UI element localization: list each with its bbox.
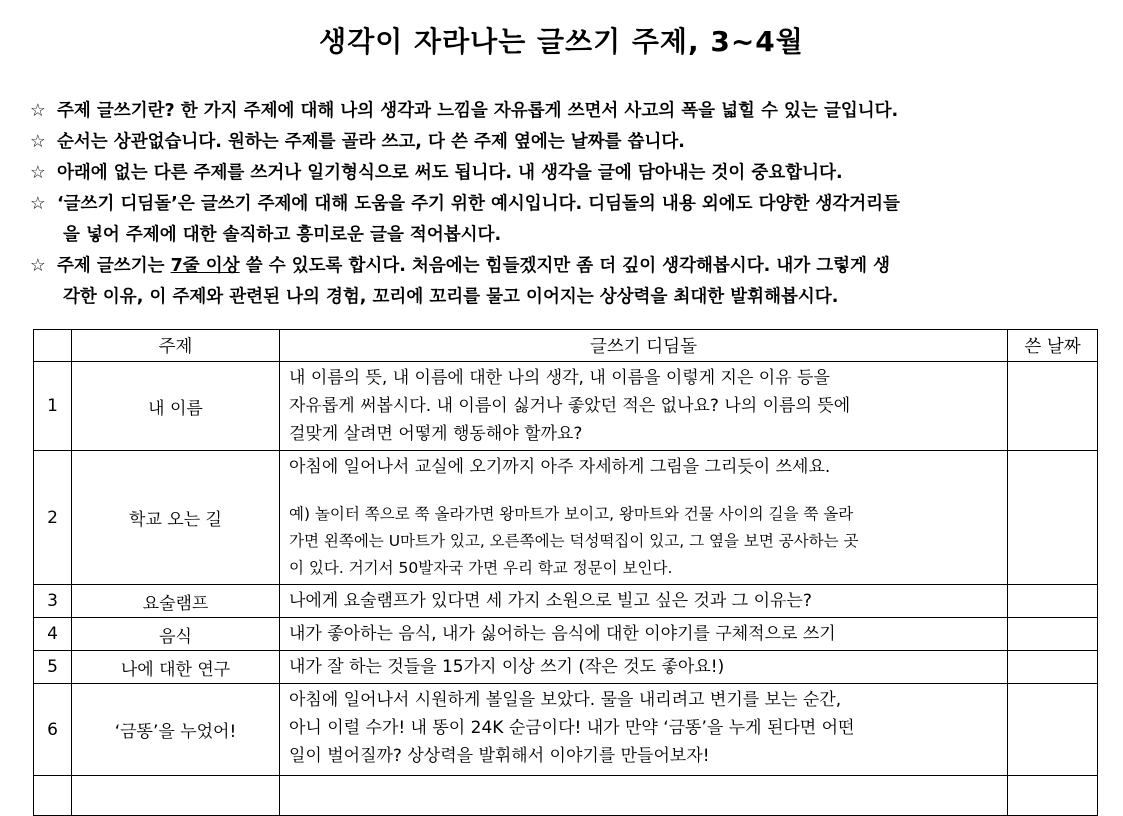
date-cell[interactable] — [1008, 651, 1098, 684]
row-hint — [280, 585, 1008, 618]
intro-line-2 — [30, 127, 1110, 158]
row-topic: 음식 — [72, 618, 280, 651]
table-header-row — [34, 330, 1098, 362]
intro-line-4 — [30, 189, 1110, 220]
star-icon: ☆ — [30, 101, 46, 121]
intro-text: 각한 이유, 이 주제와 관련된 나의 경험, 꼬리에 꼬리를 물고 이어지는 상상력을 최대한 발휘해봅시다. — [63, 287, 839, 307]
hint-line: 내 이름의 뜻, 내 이름에 대한 나의 생각, 내 이름을 이렇게 지은 이유 등을 — [289, 368, 830, 388]
intro-text: 한 가지 주제에 대해 나의 생각과 느낌을 자유롭게 쓰면서 사고의 폭을 넓힐 수 있는 글입니다. — [174, 101, 899, 121]
intro-strong-label: 주제 글쓰기란? — [57, 101, 175, 121]
intro-line-5 — [30, 251, 1110, 282]
intro-notes — [30, 96, 1110, 313]
hint-line: 아침에 일어나서 시원하게 볼일을 보았다. 물을 내리려고 변기를 보는 순간, — [289, 690, 842, 710]
table-row — [34, 684, 1098, 776]
row-number: 2 — [34, 451, 72, 585]
row-topic: ‘금똥’을 누었어! — [72, 684, 280, 776]
star-icon: ☆ — [30, 256, 46, 276]
min-lines-highlight: 7줄 이상 — [170, 256, 240, 276]
topics-table — [33, 329, 1098, 816]
hint-line: 아침에 일어나서 교실에 오기까지 아주 자세하게 그림을 그리듯이 쓰세요. — [289, 457, 831, 477]
table-row — [34, 618, 1098, 651]
star-icon: ☆ — [30, 194, 46, 214]
intro-text: 쓸 수 있도록 합시다. 처음에는 힘들겠지만 좀 더 깊이 생각해봅시다. 내가 그렇게 생 — [239, 256, 890, 276]
hint-line: 자유롭게 써봅시다. 내 이름이 싫거나 좋았던 적은 없나요? 나의 이름의 뜻에 — [289, 396, 851, 416]
date-cell[interactable] — [1008, 362, 1098, 451]
example-line: 예) 놀이터 쪽으로 쭉 올라가면 왕마트가 보이고, 왕마트와 건물 사이의 길을 쭉 올라 — [289, 505, 854, 523]
row-topic: 나에 대한 연구 — [72, 651, 280, 684]
date-cell[interactable] — [1008, 585, 1098, 618]
table-row — [34, 451, 1098, 585]
intro-text: ‘글쓰기 디딤돌’은 글쓰기 주제에 대해 도움을 주기 위한 예시입니다. 디딤돌의 내용 외에도 다양한 생각거리들 — [57, 194, 900, 214]
row-number: 4 — [34, 618, 72, 651]
header-date: 쓴 날짜 — [1008, 330, 1098, 362]
header-hint: 글쓰기 디딤돌 — [280, 330, 1008, 362]
hint-line: 내가 좋아하는 음식, 내가 싫어하는 음식에 대한 이야기를 구체적으로 쓰기 — [289, 624, 836, 644]
intro-line-3 — [30, 158, 1110, 189]
row-number: 5 — [34, 651, 72, 684]
table-row — [34, 362, 1098, 451]
row-number: 1 — [34, 362, 72, 451]
row-hint — [280, 684, 1008, 776]
intro-line-1 — [30, 96, 1110, 127]
star-icon: ☆ — [30, 132, 46, 152]
hint-line: 나에게 요술램프가 있다면 세 가지 소원으로 빌고 싶은 것과 그 이유는? — [289, 591, 812, 611]
row-number: 3 — [34, 585, 72, 618]
row-hint — [280, 618, 1008, 651]
row-number: 6 — [34, 684, 72, 776]
intro-text: 주제 글쓰기는 — [57, 256, 171, 276]
hint-line: 일이 벌어질까? 상상력을 발휘해서 이야기를 만들어보자! — [289, 746, 710, 766]
star-icon: ☆ — [30, 163, 46, 183]
hint-line: 아니 이럴 수가! 내 똥이 24K 순금이다! 내가 만약 ‘금똥’을 누게 된다면 어떤 — [289, 718, 855, 738]
row-topic: 내 이름 — [72, 362, 280, 451]
row-topic: 요술램프 — [72, 585, 280, 618]
row-hint — [280, 451, 1008, 585]
table-row — [34, 776, 1098, 816]
date-cell[interactable] — [1008, 776, 1098, 816]
hint-spacer — [289, 481, 997, 501]
intro-line-5-cont — [30, 282, 1110, 313]
table-row — [34, 651, 1098, 684]
page-title: 생각이 자라나는 글쓰기 주제, 3~4월 — [319, 25, 804, 58]
intro-text: 순서는 상관없습니다. 원하는 주제를 골라 쓰고, 다 쓴 주제 옆에는 날짜를 씁니다. — [57, 132, 685, 152]
row-hint — [280, 776, 1008, 816]
example-line: 이 있다. 거기서 50발자국 가면 우리 학교 정문이 보인다. — [289, 559, 673, 577]
table-row — [34, 585, 1098, 618]
date-cell[interactable] — [1008, 684, 1098, 776]
intro-line-4-cont — [30, 220, 1110, 251]
row-hint — [280, 362, 1008, 451]
row-hint — [280, 651, 1008, 684]
hint-line: 내가 잘 하는 것들을 15가지 이상 쓰기 (작은 것도 좋아요!) — [289, 657, 725, 677]
header-topic: 주제 — [72, 330, 280, 362]
intro-text: 아래에 없는 다른 주제를 쓰거나 일기형식으로 써도 됩니다. 내 생각을 글에 담아내는 것이 중요합니다. — [57, 163, 843, 183]
header-number — [34, 330, 72, 362]
hint-line: 걸맞게 살려면 어떻게 행동해야 할까요? — [289, 424, 583, 444]
date-cell[interactable] — [1008, 618, 1098, 651]
row-topic — [72, 776, 280, 816]
row-topic: 학교 오는 길 — [72, 451, 280, 585]
intro-text: 을 넣어 주제에 대한 솔직하고 흥미로운 글을 적어봅시다. — [63, 225, 502, 245]
row-number — [34, 776, 72, 816]
example-line: 가면 왼쪽에는 U마트가 있고, 오른쪽에는 덕성떡집이 있고, 그 옆을 보면 공사하는 곳 — [289, 532, 859, 550]
date-cell[interactable] — [1008, 451, 1098, 585]
